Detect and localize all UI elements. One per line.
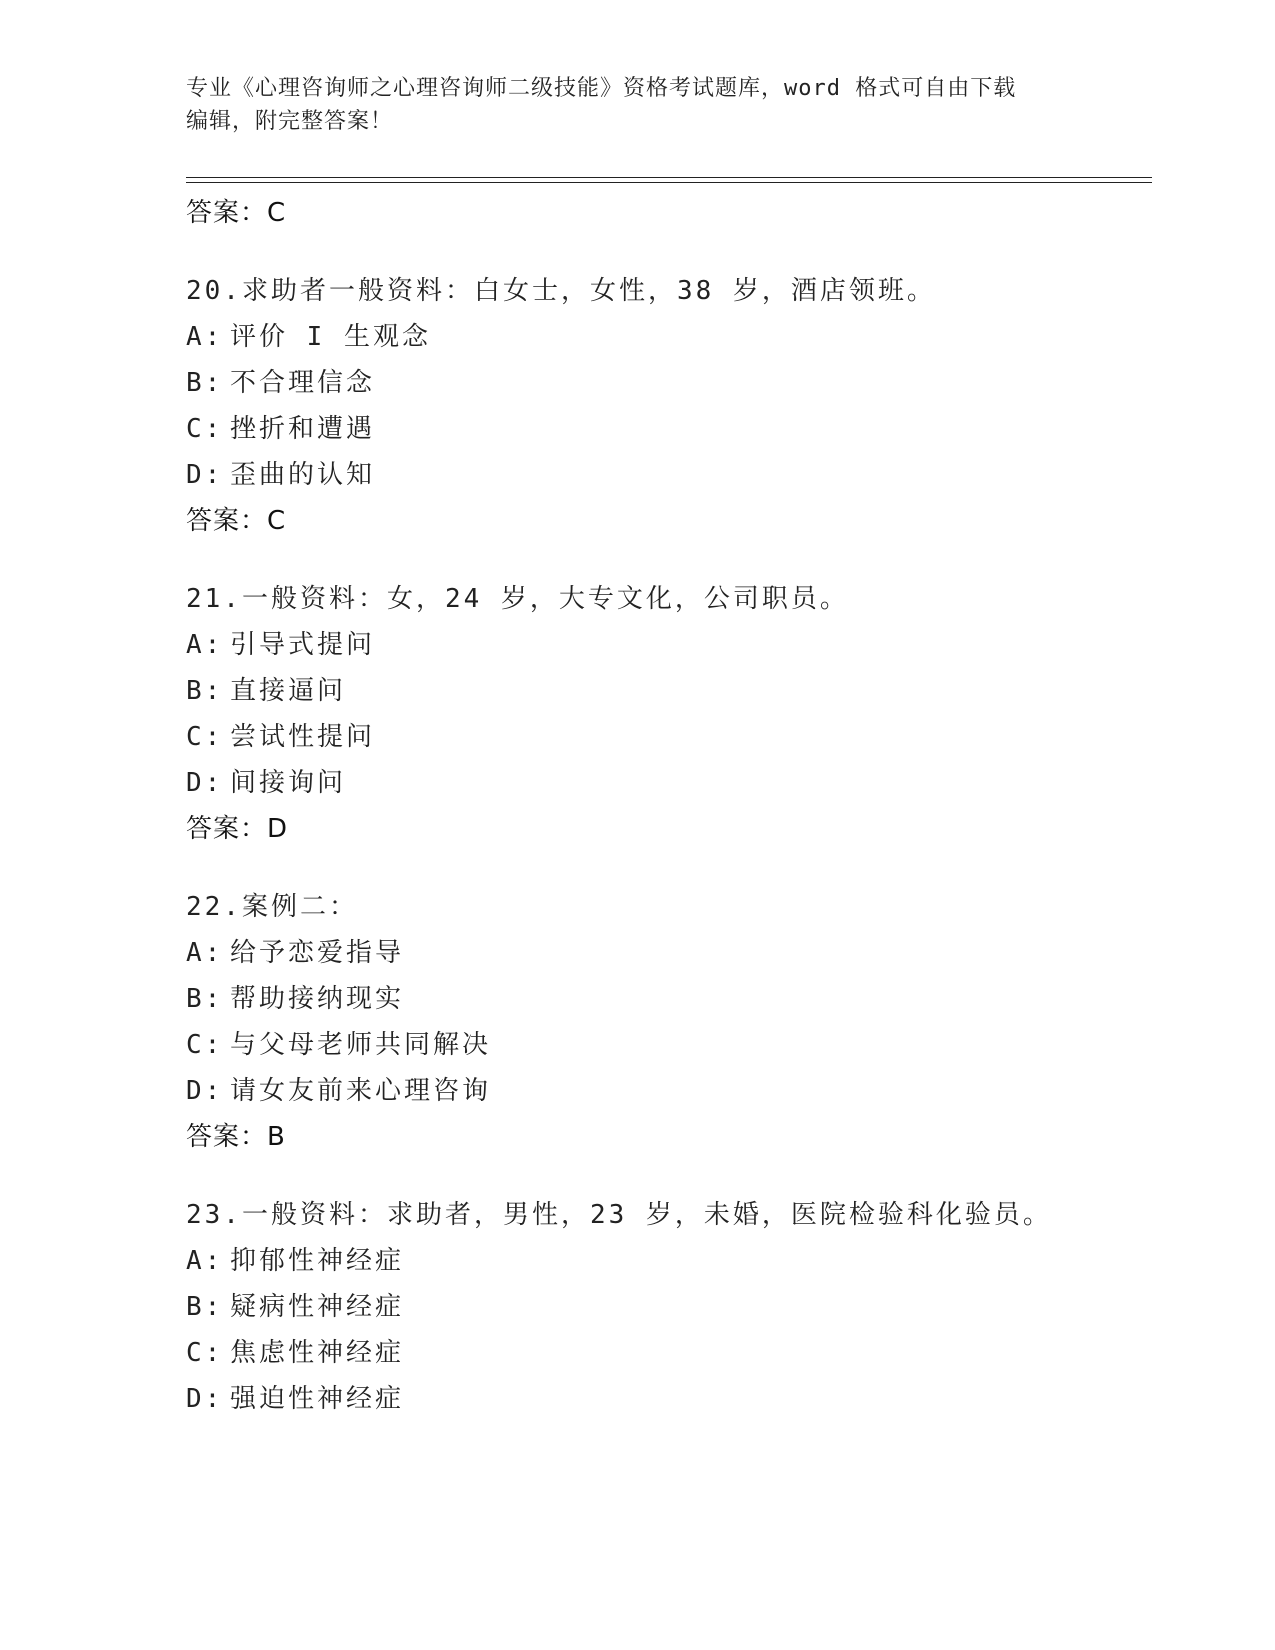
option-c	[186, 714, 1152, 760]
option-text: 不合理信念	[230, 368, 376, 398]
option-text: 焦虑性神经症	[230, 1338, 405, 1368]
option-c	[186, 1330, 1152, 1376]
option-d	[186, 1068, 1152, 1114]
question-title: 21.一般资料：女，24 岁，大专文化，公司职员。	[186, 584, 849, 614]
question-title: 20.求助者一般资料：白女士，女性，38 岁，酒店领班。	[186, 276, 936, 306]
answer-line: 答案：B	[186, 1122, 286, 1152]
option-text: 歪曲的认知	[230, 460, 376, 490]
option-text: 抑郁性神经症	[230, 1246, 405, 1276]
option-label: B:	[186, 984, 224, 1014]
option-text: 与父母老师共同解决	[230, 1030, 492, 1060]
option-text: 尝试性提问	[230, 722, 376, 752]
question-title: 23.一般资料：求助者，男性，23 岁，未婚，医院检验科化验员。	[186, 1200, 1052, 1230]
header-divider-top	[186, 177, 1152, 178]
option-text: 评价 I 生观念	[230, 322, 431, 352]
question-title: 22.案例二：	[186, 892, 358, 922]
answer-line: 答案：C	[186, 506, 287, 536]
option-c	[186, 1022, 1152, 1068]
option-a	[186, 314, 1152, 360]
question-block	[186, 576, 1152, 852]
option-d	[186, 452, 1152, 498]
option-text: 强迫性神经症	[230, 1384, 405, 1414]
answer-line: 答案：C	[186, 198, 287, 228]
option-label: B:	[186, 368, 224, 398]
question-block	[186, 1192, 1152, 1422]
option-label: A:	[186, 322, 224, 352]
header-divider-bottom	[186, 182, 1152, 183]
option-text: 疑病性神经症	[230, 1292, 405, 1322]
option-text: 帮助接纳现实	[230, 984, 405, 1014]
option-text: 引导式提问	[230, 630, 376, 660]
option-label: B:	[186, 676, 224, 706]
option-label: C:	[186, 722, 224, 752]
option-d	[186, 1376, 1152, 1422]
option-label: A:	[186, 1246, 224, 1276]
option-a	[186, 1238, 1152, 1284]
option-label: D:	[186, 460, 224, 490]
question-block	[186, 884, 1152, 1160]
option-b	[186, 360, 1152, 406]
option-label: C:	[186, 414, 224, 444]
option-text: 挫折和遭遇	[230, 414, 376, 444]
option-label: D:	[186, 1384, 224, 1414]
option-a	[186, 622, 1152, 668]
option-label: A:	[186, 938, 224, 968]
question-block	[186, 268, 1152, 544]
option-c	[186, 406, 1152, 452]
option-d	[186, 760, 1152, 806]
option-text: 给予恋爱指导	[230, 938, 405, 968]
header-line-2: 编辑，附完整答案！	[186, 109, 394, 134]
answer-line: 答案：D	[186, 814, 289, 844]
header-line-1: 专业《心理咨询师之心理咨询师二级技能》资格考试题库，word 格式可自由下载	[186, 76, 1017, 101]
option-label: C:	[186, 1338, 224, 1368]
option-text: 请女友前来心理咨询	[230, 1076, 492, 1106]
option-label: D:	[186, 1076, 224, 1106]
question-list	[186, 190, 1152, 1422]
option-label: A:	[186, 630, 224, 660]
option-label: D:	[186, 768, 224, 798]
option-label: B:	[186, 1292, 224, 1322]
option-text: 直接逼问	[230, 676, 347, 706]
option-label: C:	[186, 1030, 224, 1060]
option-b	[186, 976, 1152, 1022]
option-a	[186, 930, 1152, 976]
document-header	[186, 72, 1066, 138]
option-text: 间接询问	[230, 768, 347, 798]
option-b	[186, 1284, 1152, 1330]
option-b	[186, 668, 1152, 714]
